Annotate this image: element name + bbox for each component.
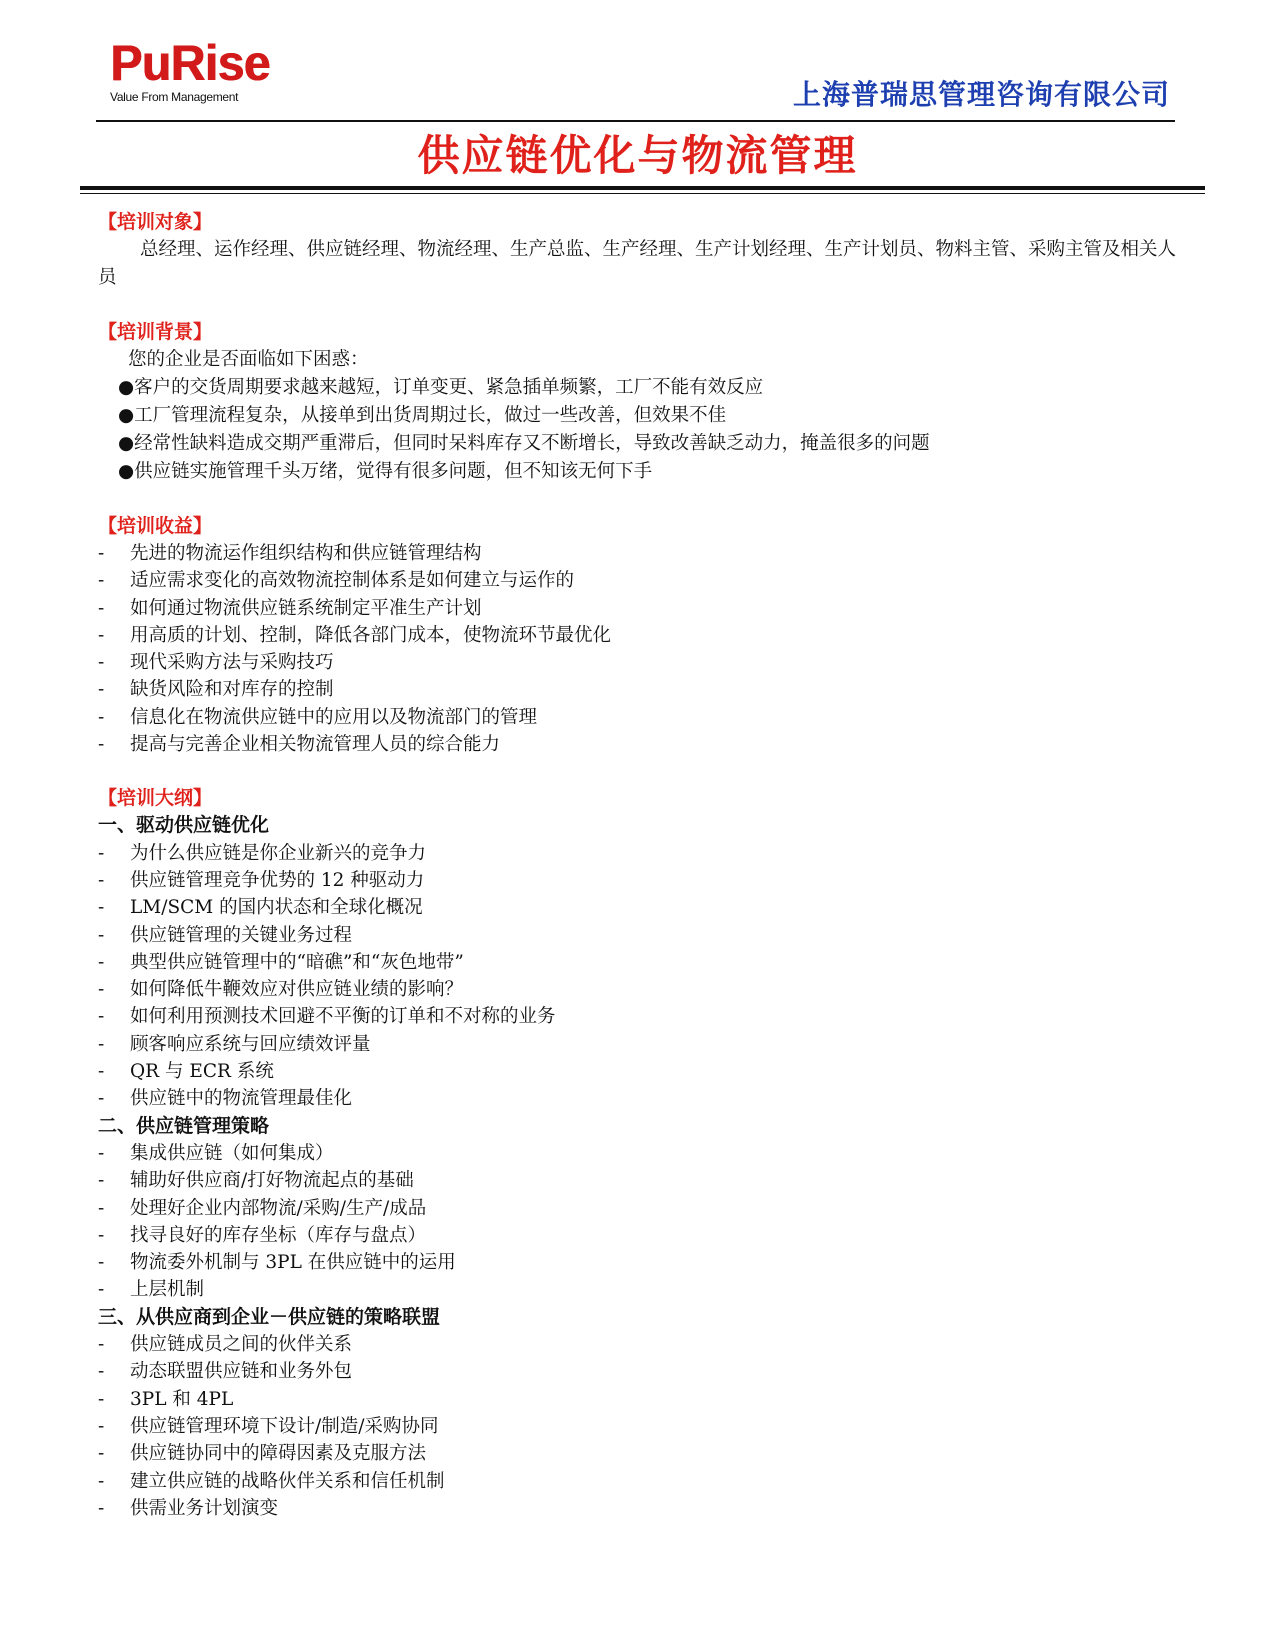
dash-marker: - (98, 1142, 105, 1164)
benefit-item (98, 622, 1188, 649)
benefit-item (98, 676, 1188, 703)
dash-marker: - (98, 734, 105, 756)
outline-item-text: 典型供应链管理中的“暗礁”和“灰色地带” (130, 951, 464, 973)
outline-item (98, 1276, 1188, 1303)
outline-item (98, 1468, 1188, 1495)
section-heading-benefits: 【培训收益】 (98, 515, 213, 537)
dash-marker: - (98, 1334, 105, 1356)
dash-marker: - (98, 706, 105, 728)
outline-item-text: 找寻良好的库存坐标（库存与盘点） (130, 1224, 427, 1246)
outline-item-text: 上层机制 (130, 1279, 205, 1301)
company-logo (110, 35, 270, 104)
dash-marker: - (98, 1033, 105, 1055)
outline-item (98, 1331, 1188, 1358)
outline-item (98, 1140, 1188, 1167)
outline-item (98, 1358, 1188, 1385)
dash-marker: - (98, 869, 105, 891)
dash-marker: - (98, 1415, 105, 1437)
benefit-item (98, 704, 1188, 731)
dash-marker: - (98, 1170, 105, 1192)
outline-item (98, 1249, 1188, 1276)
outline-item-text: 供需业务计划演变 (130, 1497, 279, 1519)
dash-marker: - (98, 1088, 105, 1110)
training-benefits-section (98, 512, 1188, 758)
logo-wordmark: PuRise (110, 35, 270, 92)
outline-item-text: 供应链管理环境下设计/制造/采购协同 (130, 1415, 439, 1437)
background-bullet: ●工厂管理流程复杂，从接单到出货周期过长，做过一些改善，但效果不佳 (118, 405, 727, 426)
outline-item-text: 供应链协同中的障碍因素及克服方法 (130, 1443, 427, 1465)
outline-part-title: 一、驱动供应链优化 (98, 814, 270, 837)
outline-item-text: 如何利用预测技术回避不平衡的订单和不对称的业务 (130, 1006, 556, 1028)
benefit-text: 现代采购方法与采购技巧 (130, 652, 334, 674)
section-heading-outline: 【培训大纲】 (98, 787, 213, 810)
outline-item (98, 922, 1188, 949)
background-bullet: ●客户的交货周期要求越来越短，订单变更、紧急插单频繁，工厂不能有效反应 (118, 377, 764, 398)
outline-item (98, 1440, 1188, 1467)
outline-item (98, 867, 1188, 894)
dash-marker: - (98, 570, 105, 592)
dash-marker: - (98, 979, 105, 1001)
outline-item (98, 1167, 1188, 1194)
dash-marker: - (98, 1497, 105, 1519)
dash-marker: - (98, 652, 105, 674)
section-heading-background: 【培训背景】 (98, 321, 213, 343)
outline-item (98, 1003, 1188, 1030)
spacer (98, 486, 1188, 512)
outline-part-title: 二、供应链管理策略 (98, 1114, 270, 1137)
dash-marker: - (98, 897, 105, 919)
title-divider-thick (80, 186, 1205, 190)
benefit-text: 适应需求变化的高效物流控制体系是如何建立与运作的 (130, 570, 575, 592)
outline-item (98, 1386, 1188, 1413)
outline-item (98, 1085, 1188, 1112)
benefit-item (98, 567, 1188, 594)
spacer (98, 292, 1188, 318)
benefit-item (98, 595, 1188, 622)
spacer (98, 758, 1188, 784)
company-name: 上海普瑞思管理咨询有限公司 (792, 78, 1170, 111)
outline-item-text: 动态联盟供应链和业务外包 (130, 1361, 353, 1383)
benefit-text: 用高质的计划、控制，降低各部门成本，使物流环节最优化 (130, 624, 612, 646)
dash-marker: - (98, 624, 105, 646)
outline-item-text: 3PL 和 4PL (130, 1388, 234, 1410)
outline-item-text: 集成供应链（如何集成） (130, 1142, 334, 1164)
dash-marker: - (98, 1252, 105, 1274)
title-divider-thin (80, 193, 1205, 194)
section-heading-target: 【培训对象】 (98, 211, 213, 233)
outline-item-text: 处理好企业内部物流/采购/生产/成品 (130, 1197, 427, 1219)
dash-marker: - (98, 924, 105, 946)
outline-item (98, 1195, 1188, 1222)
outline-item (98, 1495, 1188, 1522)
outline-item-text: LM/SCM 的国内状态和全球化概况 (130, 897, 423, 919)
benefit-text: 缺货风险和对库存的控制 (130, 679, 334, 701)
document-body (98, 208, 1188, 1522)
dash-marker: - (98, 597, 105, 619)
benefit-text: 先进的物流运作组织结构和供应链管理结构 (130, 543, 482, 564)
benefit-text: 提高与完善企业相关物流管理人员的综合能力 (130, 734, 501, 756)
outline-item-text: 物流委外机制与 3PL 在供应链中的运用 (130, 1252, 456, 1274)
outline-item-text: 为什么供应链是你企业新兴的竞争力 (130, 842, 427, 864)
outline-item-text: 如何降低牛鞭效应对供应链业绩的影响？ (130, 979, 464, 1001)
outline-item-text: 供应链管理的关键业务过程 (130, 924, 353, 946)
dash-marker: - (98, 842, 105, 864)
document-title: 供应链优化与物流管理 (417, 131, 858, 180)
outline-item-text: 供应链中的物流管理最佳化 (130, 1088, 353, 1110)
benefit-text: 如何通过物流供应链系统制定平准生产计划 (130, 597, 482, 619)
outline-item-text: 供应链管理竞争优势的 12 种驱动力 (130, 869, 425, 891)
benefit-item (98, 540, 1188, 567)
outline-item (98, 1413, 1188, 1440)
outline-item-text: 顾客响应系统与回应绩效评量 (130, 1033, 371, 1055)
benefit-item (98, 649, 1188, 676)
dash-marker: - (98, 1388, 105, 1410)
background-bullet: ●供应链实施管理千头万绪，觉得有很多问题，但不知该无何下手 (118, 461, 653, 482)
benefit-text: 信息化在物流供应链中的应用以及物流部门的管理 (130, 706, 538, 728)
dash-marker: - (98, 1006, 105, 1028)
outline-item (98, 894, 1188, 921)
outline-item-text: QR 与 ECR 系统 (130, 1061, 274, 1083)
dash-marker: - (98, 543, 105, 564)
outline-item (98, 1222, 1188, 1249)
background-lead: 您的企业是否面临如下困惑： (128, 349, 369, 370)
training-target-section (98, 208, 1188, 292)
dash-marker: - (98, 1224, 105, 1246)
header-divider (96, 120, 1175, 122)
training-background-section (98, 318, 1188, 486)
outline-item (98, 949, 1188, 976)
outline-item-text: 辅助好供应商/打好物流起点的基础 (130, 1170, 414, 1192)
outline-item (98, 976, 1188, 1003)
dash-marker: - (98, 1279, 105, 1301)
dash-marker: - (98, 951, 105, 973)
dash-marker: - (98, 679, 105, 701)
outline-item-text: 建立供应链的战略伙伴关系和信任机制 (130, 1470, 445, 1492)
dash-marker: - (98, 1197, 105, 1219)
dash-marker: - (98, 1061, 105, 1083)
logo-tagline: Value From Management (110, 90, 239, 104)
target-text: 总经理、运作经理、供应链经理、物流经理、生产总监、生产经理、生产计划经理、生产计划员、物料主管、采购主管及相关人员 (98, 239, 1177, 288)
outline-item-text: 供应链成员之间的伙伴关系 (130, 1334, 353, 1356)
outline-item (98, 840, 1188, 867)
outline-item (98, 1058, 1188, 1085)
training-outline-section (98, 784, 1188, 1522)
dash-marker: - (98, 1470, 105, 1492)
dash-marker: - (98, 1361, 105, 1383)
benefit-item (98, 731, 1188, 758)
background-bullet: ●经常性缺料造成交期严重滞后，但同时呆料库存又不断增长，导致改善缺乏动力，掩盖很多的问题 (118, 433, 930, 454)
outline-part-title: 三、从供应商到企业－供应链的策略联盟 (98, 1305, 441, 1328)
outline-item (98, 1031, 1188, 1058)
dash-marker: - (98, 1443, 105, 1465)
